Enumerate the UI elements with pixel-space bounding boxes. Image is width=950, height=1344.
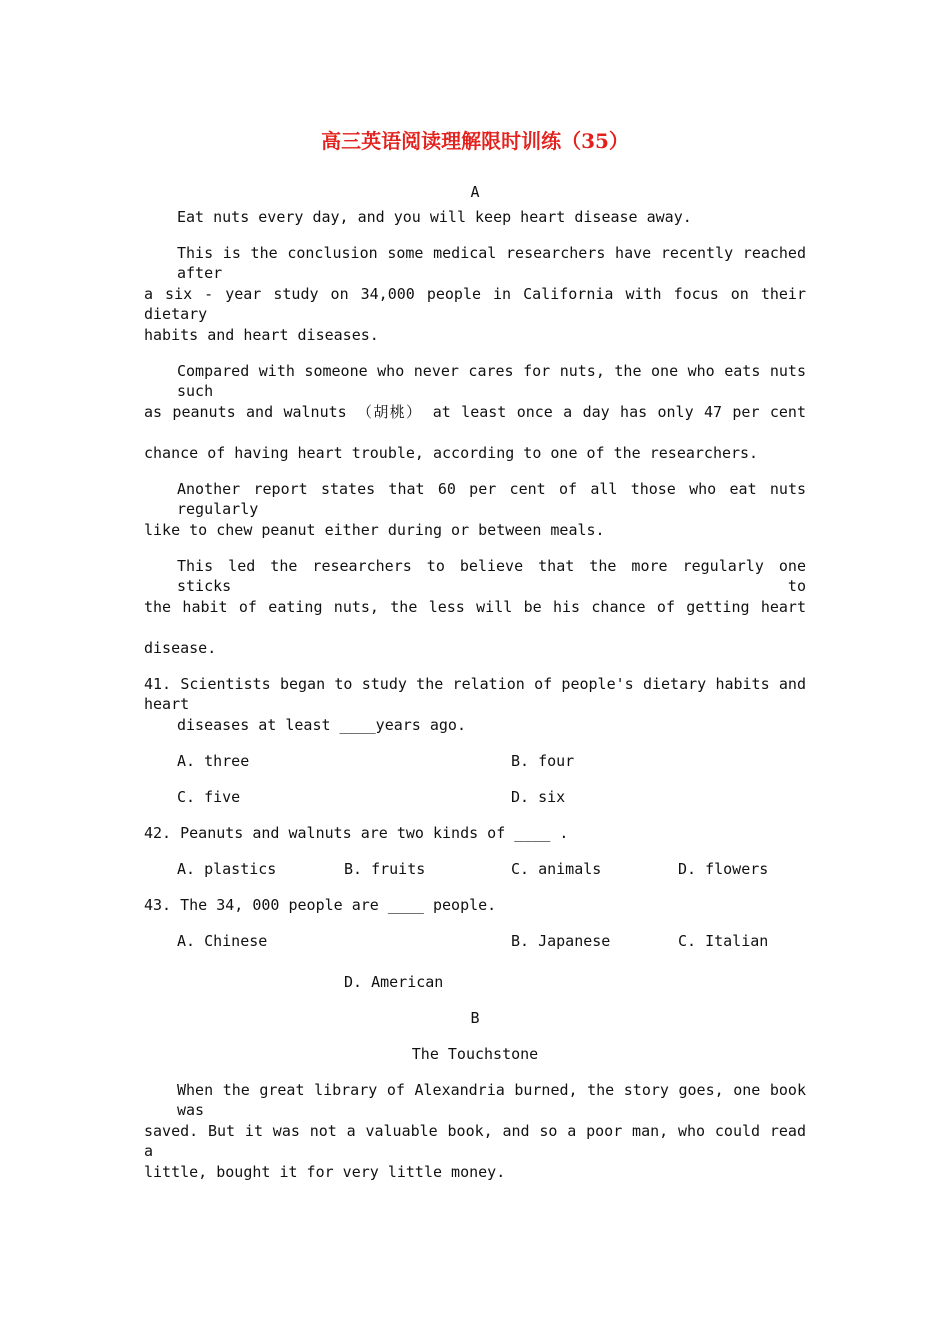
section-a-heading: A: [470, 183, 480, 201]
question-42-option-b: B. fruits: [344, 860, 426, 878]
question-43-option-a: A. Chinese: [177, 932, 268, 950]
paragraph-line: Compared with someone who never cares for nuts, the one who eats nuts such: [177, 362, 806, 400]
question-43-option-c: C. Italian: [678, 932, 769, 950]
paragraph-line: a six - year study on 34,000 people in California with focus on their dietary: [144, 285, 806, 323]
question-41-stem: 41. Scientists began to study the relation of people's dietary habits and heart: [144, 675, 806, 713]
paragraph-line: saved. But it was not a valuable book, and so a poor man, who could read a: [144, 1122, 806, 1160]
question-41-option-a: A. three: [177, 752, 250, 770]
question-41-option-b: B. four: [511, 752, 575, 770]
paragraph-line: as peanuts and walnuts （胡桃） at least once a day has only 47 per cent: [144, 403, 806, 421]
paragraph-line: When the great library of Alexandria burned, the story goes, one book was: [177, 1081, 806, 1119]
paragraph-line: disease.: [144, 639, 217, 657]
paragraph-line: Another report states that 60 per cent of all those who eat nuts regularly: [177, 480, 806, 518]
paragraph-line: the habit of eating nuts, the less will be his chance of getting heart: [144, 598, 806, 616]
question-42-stem: 42. Peanuts and walnuts are two kinds of ____ .: [144, 824, 569, 842]
question-41-stem-cont: diseases at least ____years ago.: [177, 716, 466, 734]
paragraph-line: like to chew peanut either during or between meals.: [144, 521, 605, 539]
paragraph-line: habits and heart diseases.: [144, 326, 379, 344]
paragraph-line: Eat nuts every day, and you will keep heart disease away.: [177, 208, 692, 226]
question-42-option-d: D. flowers: [678, 860, 769, 878]
section-b-heading: B: [470, 1009, 480, 1027]
paragraph-line: This led the researchers to believe that the more regularly one sticks to: [177, 557, 806, 595]
question-43-option-b: B. Japanese: [511, 932, 611, 950]
question-41-option-c: C. five: [177, 788, 241, 806]
question-41-option-d: D. six: [511, 788, 566, 806]
page-title: 高三英语阅读理解限时训练（35）: [321, 129, 629, 153]
question-42-option-c: C. animals: [511, 860, 602, 878]
question-43-stem: 43. The 34, 000 people are ____ people.: [144, 896, 497, 914]
paragraph-line: little, bought it for very little money.: [144, 1163, 506, 1181]
paragraph-line: This is the conclusion some medical researchers have recently reached after: [177, 244, 806, 282]
section-b-subtitle: The Touchstone: [411, 1045, 539, 1063]
question-42-option-a: A. plastics: [177, 860, 277, 878]
question-43-option-d: D. American: [344, 973, 444, 991]
paragraph-line: chance of having heart trouble, according to one of the researchers.: [144, 444, 759, 462]
